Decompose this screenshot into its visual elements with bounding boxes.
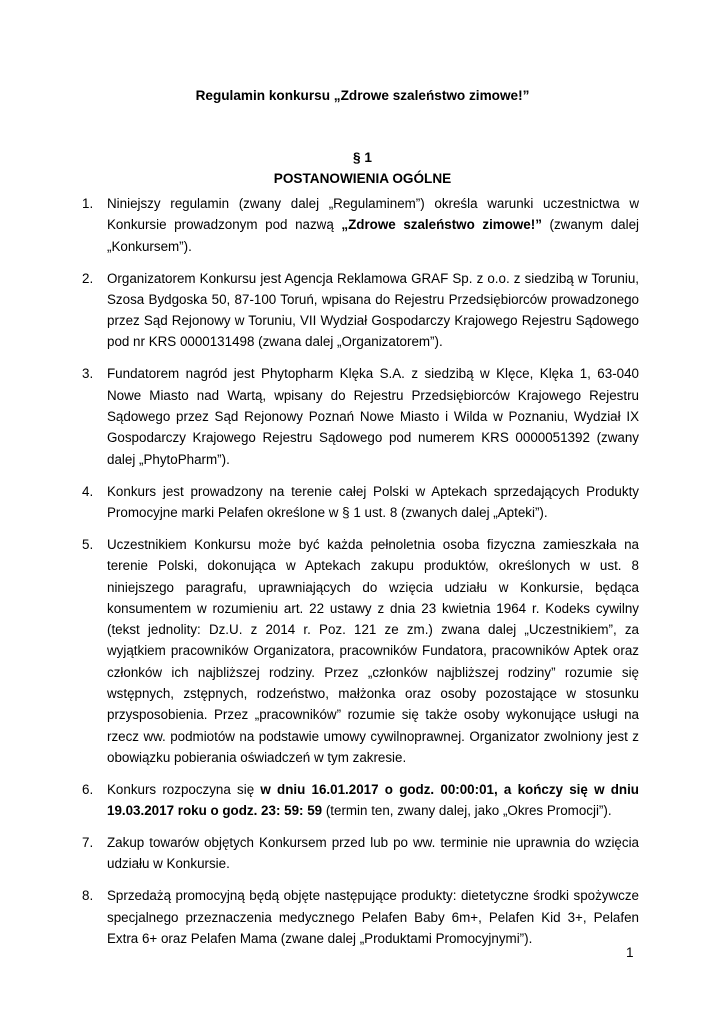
item-text: (termin ten, zwany dalej, jako „Okres Promocji”). xyxy=(322,803,612,819)
list-item xyxy=(82,832,639,875)
item-text: Konkurs jest prowadzony na terenie całej Polski w Aptekach sprzedających Produkty Promocyjne marki Pelafen określone w § 1 ust. 8 (zwanych dalej „Apteki”). xyxy=(107,483,639,520)
list-item xyxy=(82,193,639,257)
list-item xyxy=(82,885,639,949)
list-item xyxy=(82,534,639,768)
item-text-bold: w dniu 16.01.2017 o godz. 00:00:01, a kończy się w dniu 19.03.2017 roku o godz. 23: 59: 59 xyxy=(107,781,639,819)
item-text: Konkurs rozpoczyna się xyxy=(107,781,261,797)
list-item xyxy=(82,268,639,353)
item-number: 6. xyxy=(82,781,94,797)
item-text: Organizatorem Konkursu jest Agencja Reklamowa GRAF Sp. z o.o. z siedzibą w Toruniu, Szosa Bydgoska 50, 87-100 Toruń, wpisana do Rejestru Przedsiębiorców prowadzonego przez Sąd Rejonowy w Toruniu, VII Wydział Gospodarczy Krajowego Rejestru Sądowego pod nr KRS 0000131498 (zwana dalej „Organizatorem”). xyxy=(107,270,639,350)
item-text: Uczestnikiem Konkursu może być każda pełnoletnia osoba fizyczna zamieszkała na terenie Polski, dokonująca w Aptekach zakupu produktów, określonych w ust. 8 niniejszego paragrafu, uprawniających do wzięcia udziału w Konkursie, będąca konsumentem w rozumieniu art. 22 ustawy z dnia 23 kwietnia 1964 r. Kodeks cywilny (tekst jednolity: Dz.U. z 2014 r. Poz. 121 ze zm.) zwana dalej „Uczestnikiem”, za wyjątkiem pracowników Organizatora, pracowników Fundatora, pracowników Aptek oraz członków ich najbliższej rodziny. Przez „członków najbliższej rodziny” rozumie się wstępnych, zstępnych, rodzeństwo, małżonka oraz osoby pozostające w stosunku przysposobienia. Przez „pracowników” rozumie się także osoby wykonujące usługi na rzecz ww. podmiotów na podstawie umowy cywilnoprawnej. Organizator zwolniony jest z obowiązku pobierania oświadczeń w tym zakresie. xyxy=(107,536,639,765)
item-text-bold: „Zdrowe szaleństwo zimowe!” xyxy=(341,217,542,233)
section-title: POSTANOWIENIA OGÓLNE xyxy=(273,171,452,186)
section-number: § 1 xyxy=(353,150,372,165)
item-number: 8. xyxy=(82,888,94,904)
item-number: 5. xyxy=(82,536,94,552)
item-number: 7. xyxy=(82,835,94,851)
list-item xyxy=(82,779,639,822)
list-item xyxy=(82,481,639,524)
item-text: Niniejszy regulamin (zwany dalej „Regulaminem”) określa warunki uczestnictwa w Konkursie prowadzonym pod nazwą xyxy=(107,196,639,233)
item-number: 1. xyxy=(82,196,94,211)
item-text: Sprzedażą promocyjną będą objęte następujące produkty: dietetyczne środki spożywcze specjalnego przeznaczenia medycznego Pelafen Baby 6m+, Pelafen Kid 3+, Pelafen Extra 6+ oraz Pelafen Mama (zwane dalej „Produktami Promocyjnymi”). xyxy=(107,888,639,947)
page-number: 1 xyxy=(626,945,634,960)
item-number: 3. xyxy=(82,366,94,382)
document-title: Regulamin konkursu „Zdrowe szaleństwo zimowe!” xyxy=(195,88,530,103)
item-number: 2. xyxy=(82,270,94,286)
list-item xyxy=(82,363,639,469)
item-text: (zwanym dalej „Konkursem”). xyxy=(107,217,639,254)
item-text: Fundatorem nagród jest Phytopharm Klęka S.A. z siedzibą w Klęce, Klęka 1, 63-040 Nowe Miasto nad Wartą, wpisany do Rejestru Przedsiębiorców Krajowego Rejestru Sądowego przez Sąd Rejonowy Poznań Nowe Miasto i Wilda w Poznaniu, Wydział IX Gospodarczy Krajowego Rejestru Sądowego pod numerem KRS 0000051392 (zwany dalej „PhytoPharm”). xyxy=(107,366,639,467)
rules-list xyxy=(82,193,639,960)
item-number: 4. xyxy=(82,483,94,499)
item-text: Zakup towarów objętych Konkursem przed lub po ww. terminie nie uprawnia do wzięcia udziału w Konkursie. xyxy=(107,835,639,872)
